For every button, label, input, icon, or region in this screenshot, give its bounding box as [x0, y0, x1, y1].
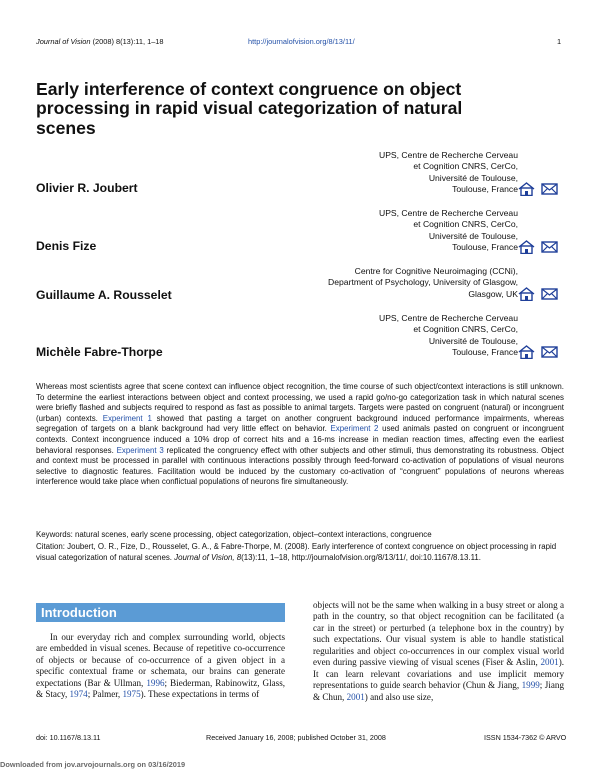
footer-doi: doi: 10.1167/8.13.11 [36, 733, 101, 742]
page-number: 1 [557, 37, 562, 46]
reference-year-link[interactable]: 1999 [521, 680, 540, 691]
body-text-run: ; Palmer, [87, 689, 123, 700]
reference-year-link[interactable]: 2001 [346, 691, 365, 702]
author-block [36, 150, 596, 206]
article-title: Early interference of context congruence on object processing in rapid visual categorization of natural scenes [36, 79, 463, 138]
reference-year-link[interactable]: 2001 [540, 657, 559, 668]
author-affiliation: UPS, Centre de Recherche Cerveau et Cognition CNRS, CerCo, Université de Toulouse, Toulouse, France [378, 150, 518, 195]
body-text-run: ) and also use size, [364, 691, 434, 702]
author-affiliation: UPS, Centre de Recherche Cerveau et Cognition CNRS, CerCo, Université de Toulouse, Toulouse, France [378, 208, 518, 253]
body-text-right-column [313, 600, 564, 703]
author-affiliation: Centre for Cognitive Neuroimaging (CCNi), Department of Psychology, University of Glasgow, Glasgow, UK [328, 266, 518, 299]
homepage-icon[interactable] [518, 182, 535, 196]
author-affiliation: UPS, Centre de Recherche Cerveau et Cognition CNRS, CerCo, Université de Toulouse, Toulouse, France [378, 313, 518, 358]
reference-year-link[interactable]: 1996 [146, 677, 165, 688]
homepage-icon[interactable] [518, 287, 535, 301]
reference-year-link[interactable]: 1974 [69, 689, 88, 700]
author-name: Olivier R. Joubert [36, 181, 138, 195]
journal-url-link[interactable]: http://journalofvision.org/8/13/11/ [248, 37, 355, 46]
reference-year-link[interactable]: 1975 [122, 689, 141, 700]
body-text-run: objects will not be the same when walking in a busy street or along a path in the country, so that object recognition can be facilitated (a car in the street) or perturbed (a telephone box in the country) by such expectations. Our visual system is able to handle statistical regularities and object co-occurrences in our complex visual world even during passive viewing of visual scenes (Fiser & Aslin, [313, 600, 564, 668]
homepage-icon[interactable] [518, 345, 535, 359]
body-text-run: ; Biederman, Rabinowitz, Glass, & Stacy, [36, 677, 286, 700]
author-block [36, 313, 596, 369]
body-text-run: In our everyday rich and complex surrounding world, objects are embedded in visual scenes. Because of repetitive co-occurrence of objects or because of co-occurrence of a given object in a specific contextual frame or schemata, our brains can generate expectations (Bar & Ullman, [36, 632, 285, 688]
body-text-run: ; Jiang & Chun, [313, 680, 564, 702]
homepage-icon[interactable] [518, 240, 535, 254]
abstract: Whereas most scientists agree that scene context can influence object recognition, the time course of such object/context interactions is still unknown. To determine the earliest interactions between object and context processing, we used a rapid go/no-go categorization task in which natural scenes were briefly flashed and subjects required to respond as fast as possible to animal targets. Targets were pasted on congruent (natural) or incongruent (urban) contexts. Experiment 1 showed that pasting a target on another congruent background induced performance impairments, whereas segregation of targets on a blank background had very little effect on behavior. Experiment 2 used animals pasted on congruent or incongruent contexts. Context incongruence induced a 10% drop of correct hits and a 16-ms increase in median reaction times, affecting even the earliest behavioral responses. Experiment 3 replicated the congruency effect with other subjects and other stimuli, thus demonstrating its robustness. Object and context must be processed in parallel with continuous interactions possibly through feed-forward co-activation of populations of visual neurons selective to diagnostic features. Facilitation would be induced by the customary co-activation of “congruent” populations of neurons whereas interference would take place when conflictual populations of neurons fire simultaneously. [36, 382, 564, 487]
email-icon[interactable] [541, 182, 558, 196]
experiment-2-link[interactable]: Experiment 2 [330, 424, 379, 434]
author-block [36, 208, 596, 264]
email-icon[interactable] [541, 287, 558, 301]
body-text-run: ). These expectations in terms of [140, 689, 260, 700]
citation: Citation: Joubert, O. R., Fize, D., Rousselet, G. A., & Fabre-Thorpe, M. (2008). Early interference of context congruence on object processing in rapid visual categorization of natural scenes. Journal of Vision, 8(13):11, 1–18, http://journalofvision.org/8/13/11/, doi:10.1167/8.13.11. [36, 542, 557, 562]
footer-received: Received January 16, 2008; published October 31, 2008 [206, 733, 386, 742]
download-note: Downloaded from jov.arvojournals.org on 03/16/2019 [0, 760, 186, 769]
experiment-3-link[interactable]: Experiment 3 [116, 445, 164, 455]
experiment-1-link[interactable]: Experiment 1 [102, 413, 152, 423]
footer-issn: ISSN 1534-7362 © ARVO [484, 733, 567, 742]
email-icon[interactable] [541, 240, 558, 254]
author-name: Michèle Fabre-Thorpe [36, 345, 163, 359]
running-header-journal: Journal of Vision (2008) 8(13):11, 1–18 [36, 37, 164, 46]
body-text-left-column [36, 632, 285, 701]
keywords: Keywords: natural scenes, early scene processing, object categorization, object–context interactions, congruence [36, 530, 432, 539]
author-name: Denis Fize [36, 239, 97, 253]
section-heading-introduction: Introduction [36, 603, 285, 622]
email-icon[interactable] [541, 345, 558, 359]
body-text-run: ). It can learn relevant covariations and use implicit memory representations to guide search behavior (Chun & Jiang, [313, 657, 564, 691]
author-name: Guillaume A. Rousselet [36, 288, 172, 302]
